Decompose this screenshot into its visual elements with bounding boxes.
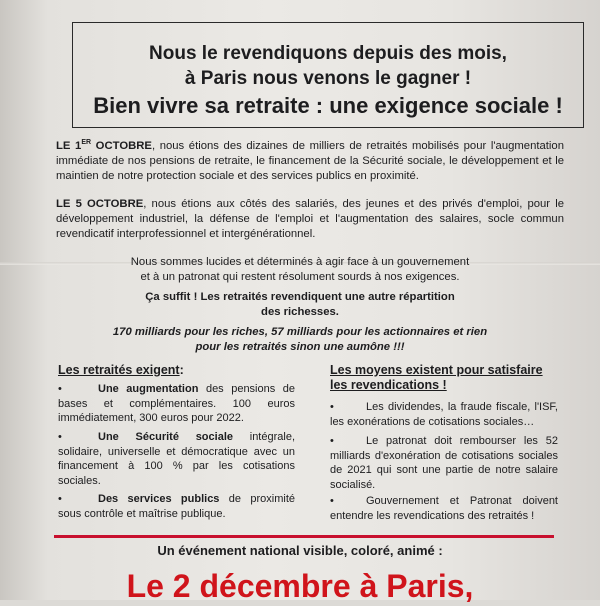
paragraph-oct-1 [56,139,564,184]
event-title: Le 2 décembre à Paris, [126,568,474,604]
header-box [72,22,584,128]
header-line-2: à Paris nous venons le gagner ! [184,68,472,89]
bullet-icon: • [58,493,62,505]
para2-text: , nous étions aux côtés des salariés, des jeunes et des privés d'emploi, pour le développement industriel, la défense de l'emploi et l'augmentation des salaires, socle commun revendicatif interprofessionnel et intergénérationnel. [56,198,565,240]
para2-lead: LE 5 OCTOBRE [56,198,144,210]
header-line-1: Nous le revendiquons depuis des mois, [149,43,507,64]
red-divider [54,535,554,538]
left-bullet-2: • Une Sécurité sociale intégrale, solidaire, universelle et démocratique avec un financement à 100 % par les cotisations sociales. [58,431,296,487]
para1-lead-rest: OCTOBRE [91,140,152,152]
bullet-icon: • [330,435,334,447]
para1-sup: ER [81,139,92,146]
para1-text: , nous étions des dizaines de milliers de retraités mobilisés pour l'augmentation immédiate de nos pensions de retraite, le financement de la Sécurité sociale, le développement et le maintien de notre protection sociale et des services publics en proximité. [56,140,564,182]
right-column-heading: Les moyens existent pour satisfaire les revendications ! [330,363,543,392]
left-column-heading: Les retraités exigent: [58,363,184,377]
bullet-icon: • [58,383,62,395]
right-bullet-1: • Les dividendes, la fraude fiscale, l'ISF, les exonérations de cotisations sociales… [330,401,558,428]
bullet-icon: • [58,431,62,443]
right-bullet-2: • Le patronat doit rembourser les 52 milliards d'exonération de cotisations sociales de 2021 qui sont une partie de notre salaire socialisé. [330,435,558,491]
bullet-icon: • [330,401,334,413]
bullet-icon: • [330,495,334,507]
event-line: Un événement national visible, coloré, animé : [157,543,443,558]
center-ca-suffit: Ça suffit ! Les retraités revendiquent une autre répartition des richesses. [145,291,455,318]
center-milliards: 170 milliards pour les riches, 57 milliards pour les actionnaires et rien pour les retraités sinon une aumône !!! [112,326,488,353]
paragraph-oct-5 [56,197,564,242]
left-bullet-3: • Des services publics de proximité sous contrôle et maîtrise publique. [58,493,295,520]
para1-lead: LE 1 [56,140,82,152]
header-line-3: Bien vivre sa retraite : une exigence sociale ! [93,93,563,118]
left-bullet-1: • Une augmentation des pensions de bases et complémentaires. 100 euros immédiatement, 300 euros pour 2022. [58,383,295,424]
right-bullet-3: • Gouvernement et Patronat doivent entendre les revendications des retraités ! [330,495,558,522]
center-statement: Nous sommes lucides et déterminés à agir face à un gouvernement et à un patronat qui restent résolument sourds à nos exigences. [130,256,470,283]
